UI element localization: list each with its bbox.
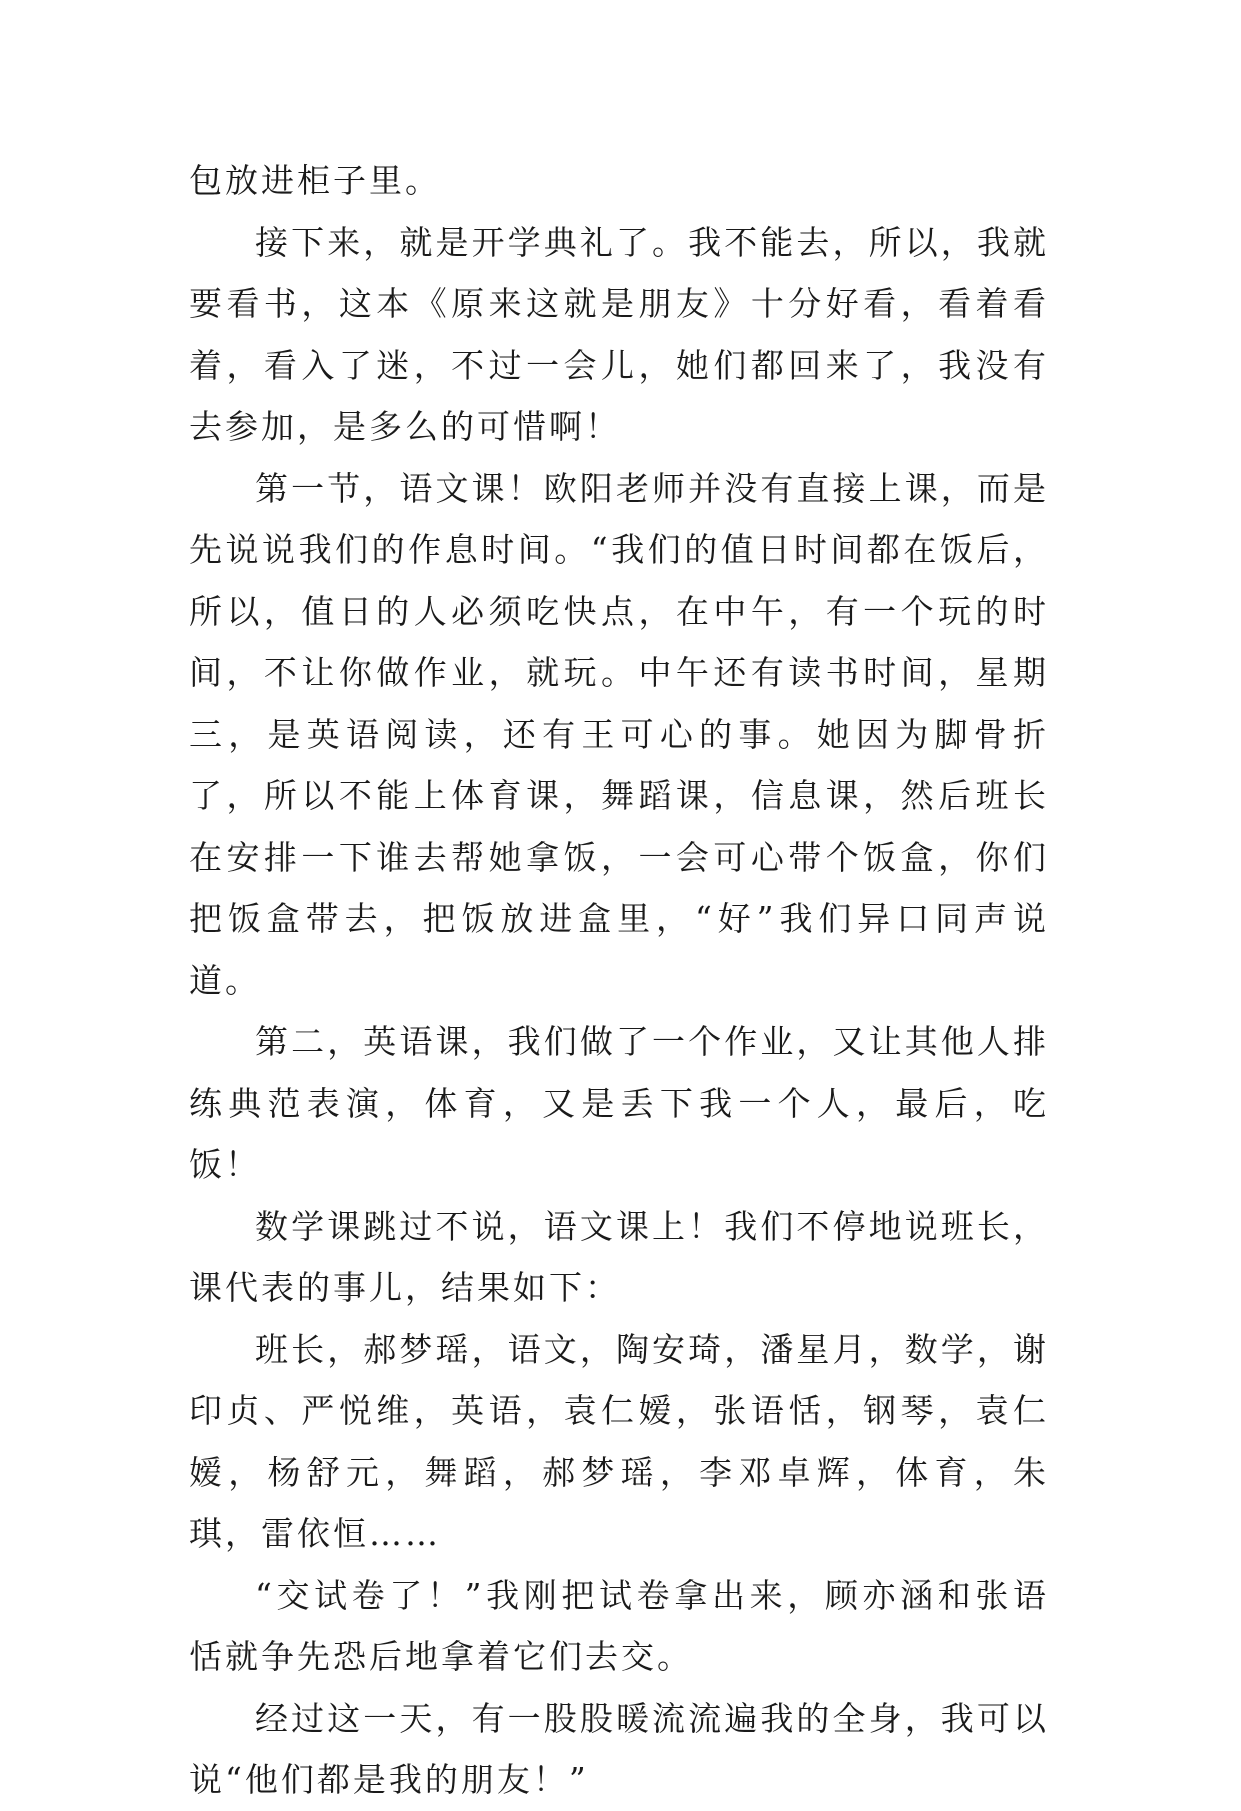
paragraph-conclusion: 经过这一天，有一股股暖流流遍我的全身，我可以说“他们都是我的朋友！” — [189, 1698, 1049, 1799]
paragraph-opening-ceremony: 接下来，就是开学典礼了。我不能去，所以，我就要看书，这本《原来这就是朋友》十分好看，看着看着，看入了迷，不过一会儿，她们都回来了，我没有去参加，是多么的可惜啊！ — [189, 222, 1049, 446]
paragraph-english-class: 第二，英语课，我们做了一个作业，又让其他人排练典范表演，体育，又是丢下我一个人，最后，吃饭！ — [189, 1022, 1049, 1184]
paragraph-math-class: 数学课跳过不说，语文课上！我们不停地说班长，课代表的事儿，结果如下： — [189, 1206, 1049, 1307]
paragraph-chinese-class: 第一节，语文课！欧阳老师并没有直接上课，而是先说说我们的作息时间。“我们的值日时间都在饭后，所以，值日的人必须吃快点，在中午，有一个玩的时间，不让你做作业，就玩。中午还有读书时间，星期三，是英语阅读，还有王可心的事。她因为脚骨折了，所以不能上体育课，舞蹈课，信息课，然后班长在安排一下谁去帮她拿饭，一会可心带个饭盒，你们把饭盒带去，把饭放进盒里，“好”我们异口同声说道。 — [189, 468, 1049, 1000]
document-body — [189, 150, 1049, 1811]
paragraph-class-roles: 班长，郝梦瑶，语文，陶安琦，潘星月，数学，谢印贞、严悦维，英语，袁仁嫒，张语恬，钢琴，袁仁嫒，杨舒元，舞蹈，郝梦瑶，李邓卓辉，体育，朱琪，雷依恒…… — [189, 1329, 1049, 1553]
paragraph-continuation: 包放进柜子里。 — [189, 161, 441, 200]
paragraph-hand-in-papers: “交试卷了！”我刚把试卷拿出来，顾亦涵和张语恬就争先恐后地拿着它们去交。 — [189, 1575, 1049, 1676]
